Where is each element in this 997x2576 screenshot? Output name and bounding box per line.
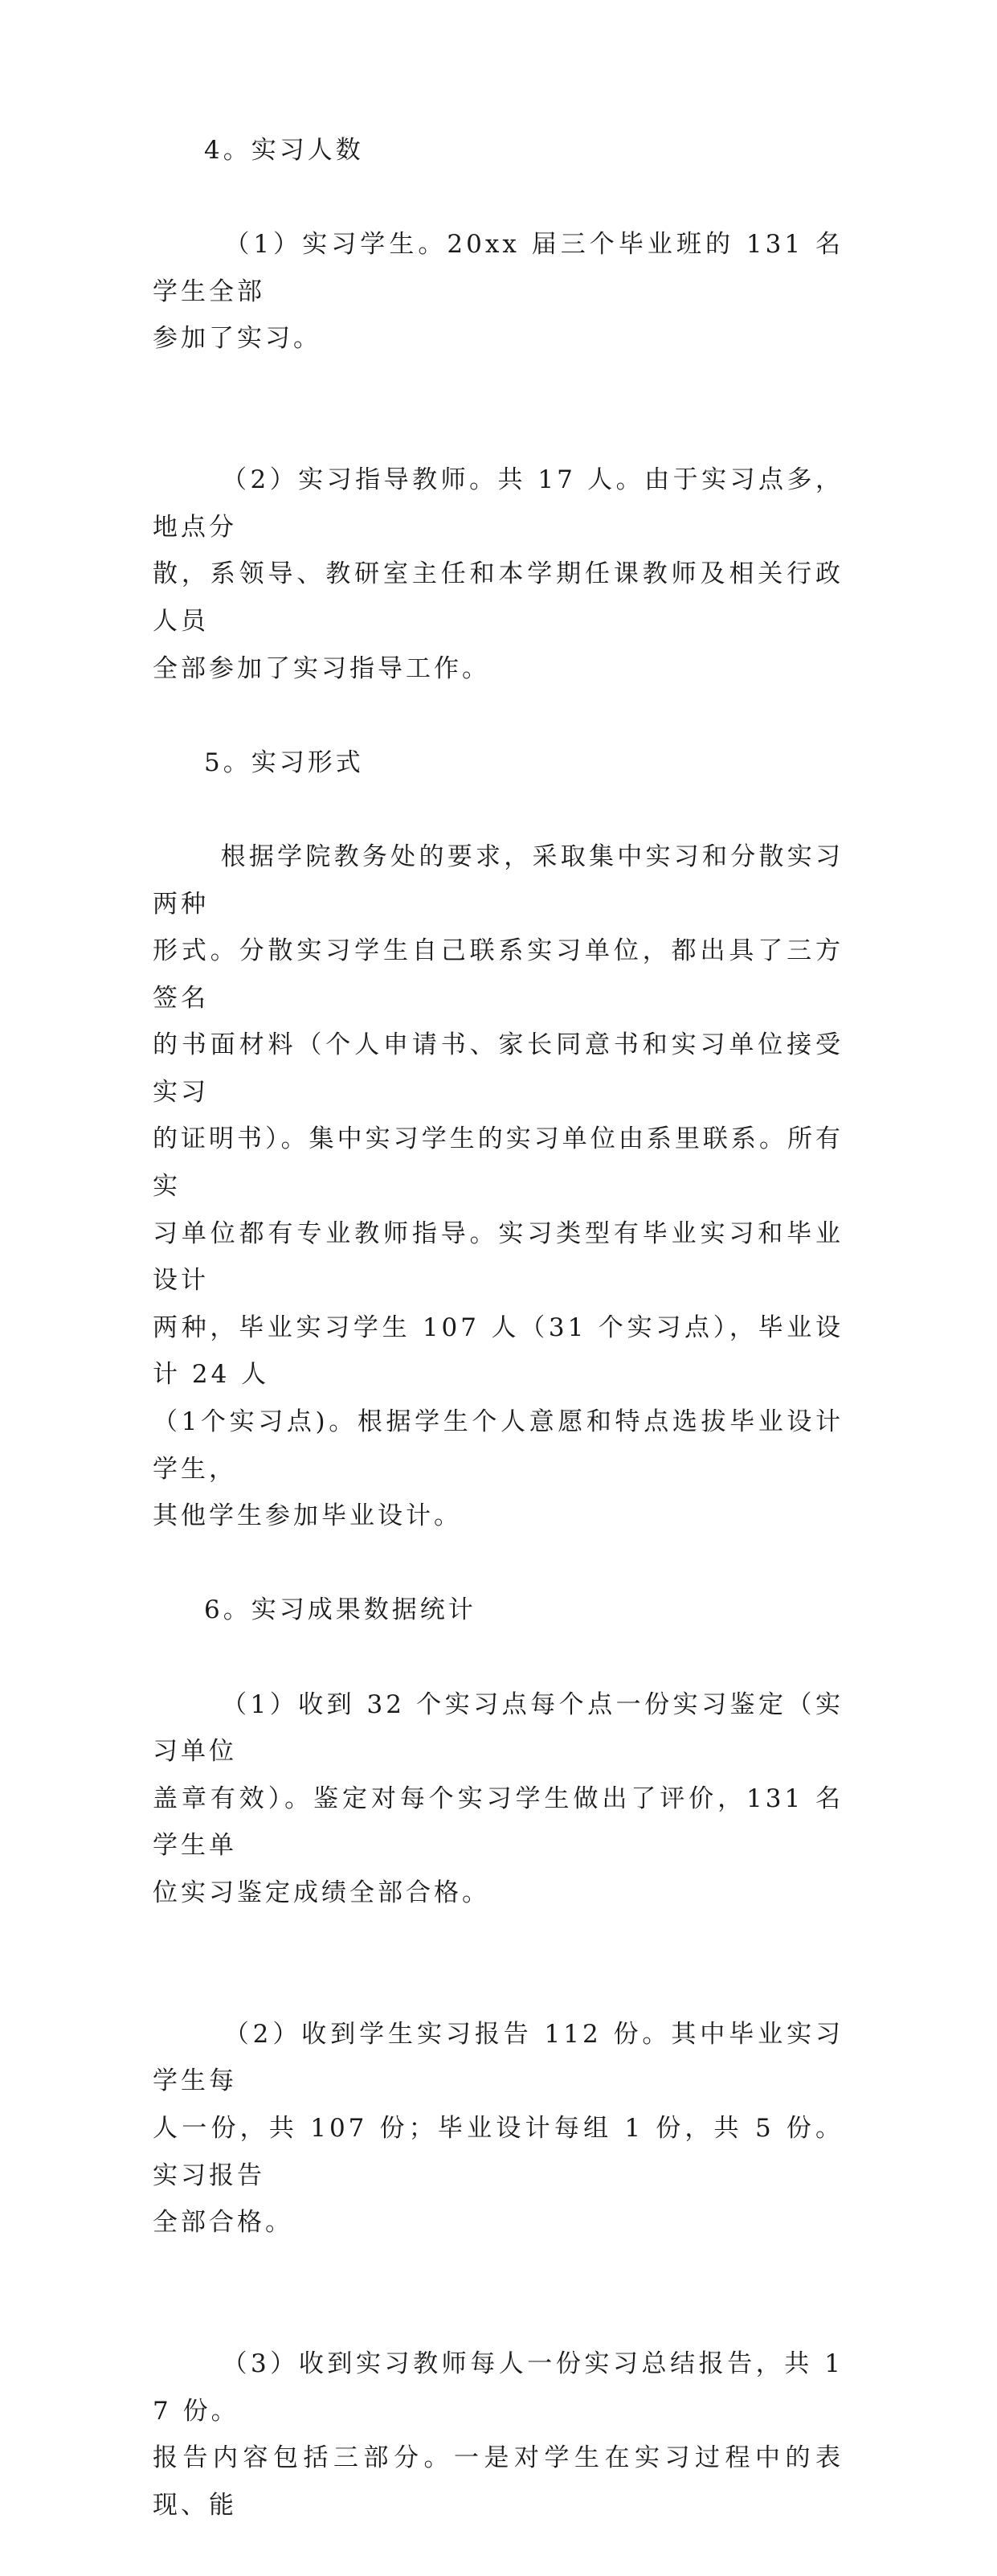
text-line: 两种，毕业实习学生 107 人（31 个实习点），毕业设计 24 人 xyxy=(153,1313,844,1390)
text-line: 报告内容包括三部分。一是对学生在实习过程中的表现、能 xyxy=(153,2443,844,2520)
text-line: （1）收到 32 个实习点每个点一份实习鉴定（实习单位 xyxy=(153,1689,844,1767)
text-line: （1）实习学生。20xx 届三个毕业班的 131 名学生全部 xyxy=(153,230,844,306)
text-line: 的书面材料（个人申请书、家长同意书和实习单位接受实习 xyxy=(153,1030,844,1107)
text-line: 的证明书）。集中实习学生的实习单位由系里联系。所有实 xyxy=(153,1124,844,1202)
section-heading-5: 5。实习形式 xyxy=(204,747,364,777)
text-line: 根据学院教务处的要求，采取集中实习和分散实习两种 xyxy=(153,842,844,919)
text-line: 散，系领导、教研室主任和本学期任课教师及相关行政人员 xyxy=(153,559,844,636)
text-line: 习单位都有专业教师指导。实习类型有毕业实习和毕业设计 xyxy=(153,1218,844,1296)
paragraph-teacher-summaries xyxy=(153,2293,844,2576)
paragraph-reports xyxy=(153,1964,844,2293)
paragraph-students xyxy=(153,174,844,410)
text-line: （3）收到实习教师每人一份实习总结报告，共 17 份。 xyxy=(153,2349,844,2426)
text-line: （2）实习指导教师。共 17 人。由于实习点多，地点分 xyxy=(153,465,844,542)
paragraph-teachers xyxy=(153,410,844,739)
text-line: 其他学生参加毕业设计。 xyxy=(153,1501,462,1531)
text-line: 盖章有效）。鉴定对每个实习学生做出了评价，131 名学生单 xyxy=(153,1784,844,1861)
text-line: （2）收到学生实习报告 112 份。其中毕业实习学生每 xyxy=(153,2019,844,2096)
text-line: 位实习鉴定成绩全部合格。 xyxy=(153,1878,490,1907)
text-line: 人一份，共 107 份；毕业设计每组 1 份，共 5 份。实习报告 xyxy=(153,2113,844,2190)
text-line: （1个实习点)。根据学生个人意愿和特点选拔毕业设计学生， xyxy=(153,1407,844,1484)
paragraph-internship-form xyxy=(153,786,844,1587)
section-heading-6: 6。实习成果数据统计 xyxy=(204,1595,476,1625)
text-line: 全部参加了实习指导工作。 xyxy=(153,653,490,683)
section-heading-4: 4。实习人数 xyxy=(204,136,364,165)
text-line: 形式。分散实习学生自己联系实习单位，都出具了三方签名 xyxy=(153,936,844,1013)
text-line: 全部合格。 xyxy=(153,2208,293,2238)
paragraph-appraisals xyxy=(153,1634,844,1964)
text-line: 参加了实习。 xyxy=(153,324,321,354)
document-body xyxy=(153,127,844,2576)
